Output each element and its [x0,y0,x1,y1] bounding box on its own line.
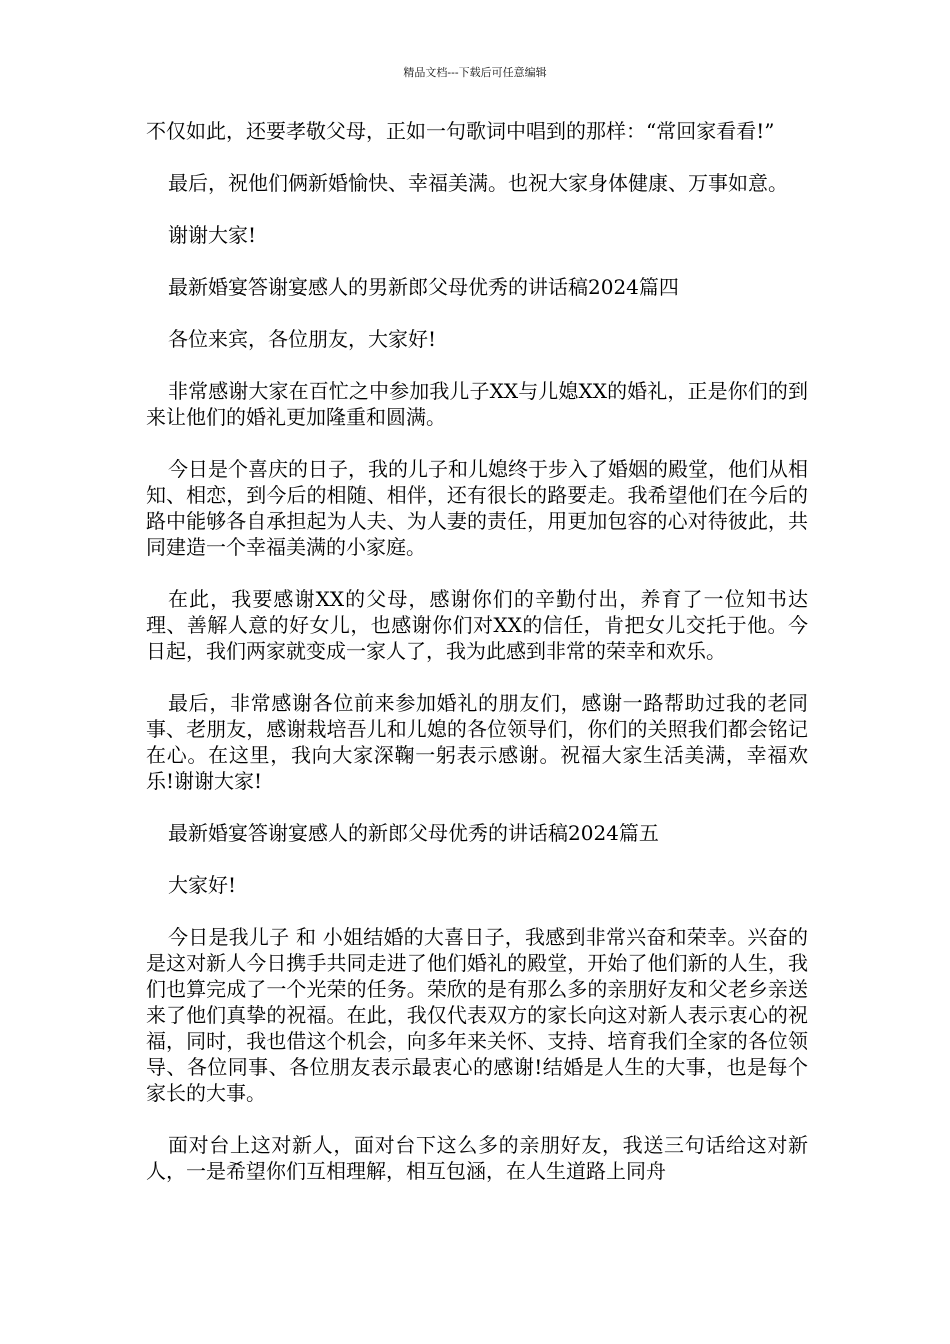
paragraph: 今日是我儿子 和 小姐结婚的大喜日子，我感到非常兴奋和荣幸。兴奋的是这对新人今日携手共同走进了他们婚礼的殿堂，开始了他们新的人生，我们也算完成了一个光荣的任务。荣欣的是有那么多的亲朋好友和父老乡亲送来了他们真挚的祝福。在此，我仅代表双方的家长向这对新人表示衷心的祝福，同时，我也借这个机会，向多年来关怀、支持、培育我们全家的各位领导、各位同事、各位朋友表示最衷心的感谢!结婚是人生的大事，也是每个家长的大事。 [146,925,808,1105]
paragraph: 大家好! [168,873,237,897]
paragraph: 最后，非常感谢各位前来参加婚礼的朋友们，感谢一路帮助过我的老同事、老朋友，感谢栽培吾儿和儿媳的各位领导们，你们的关照我们都会铭记在心。在这里，我向大家深鞠一躬表示感谢。祝福大家生活美满，幸福欢乐!谢谢大家! [146,691,808,793]
document-body [146,118,808,1210]
section-title: 最新婚宴答谢宴感人的新郎父母优秀的讲话稿2024篇五 [168,821,659,845]
paragraph: 各位来宾，各位朋友，大家好! [168,327,437,351]
paragraph: 谢谢大家! [168,223,257,247]
paragraph: 不仅如此，还要孝敬父母，正如一句歌词中唱到的那样：“常回家看看!” [146,119,775,143]
paragraph: 非常感谢大家在百忙之中参加我儿子XX与儿媳XX的婚礼，正是你们的到来让他们的婚礼更加隆重和圆满。 [146,379,808,429]
page-header: 精品文档---下载后可任意编辑 [403,66,547,79]
paragraph: 面对台上这对新人，面对台下这么多的亲朋好友，我送三句话给这对新人，一是希望你们互相理解，相互包涵，在人生道路上同舟 [146,1133,808,1183]
section-title: 最新婚宴答谢宴感人的男新郎父母优秀的讲话稿2024篇四 [168,275,679,299]
paragraph: 最后，祝他们俩新婚愉快、幸福美满。也祝大家身体健康、万事如意。 [168,171,788,195]
paragraph: 今日是个喜庆的日子，我的儿子和儿媳终于步入了婚姻的殿堂，他们从相知、相恋，到今后的相随、相伴，还有很长的路要走。我希望他们在今后的路中能够各自承担起为人夫、为人妻的责任，用更加包容的心对待彼此，共同建造一个幸福美满的小家庭。 [146,457,808,559]
paragraph: 在此，我要感谢XX的父母，感谢你们的辛勤付出，养育了一位知书达理、善解人意的好女儿，也感谢你们对XX的信任，肯把女儿交托于他。今日起，我们两家就变成一家人了，我为此感到非常的荣幸和欢乐。 [146,587,808,663]
